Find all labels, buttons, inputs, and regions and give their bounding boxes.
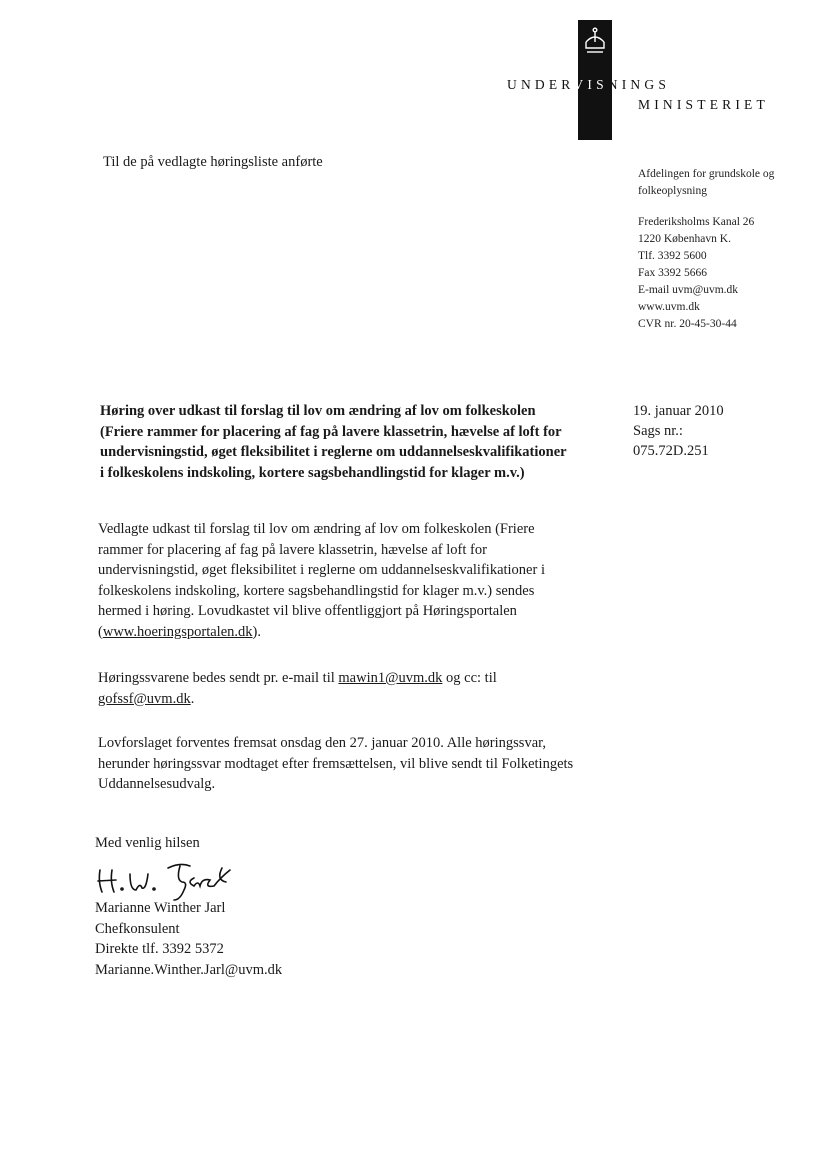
address-line-1: Frederiksholms Kanal 26 [638, 216, 755, 228]
address-line-2: 1220 København K. [638, 233, 731, 245]
website: www.uvm.dk [638, 301, 700, 313]
signer-title: Chefkonsulent [95, 920, 180, 937]
department-name-1: Afdelingen for grundskole og [638, 168, 775, 180]
signer-email: Marianne.Winther.Jarl@uvm.dk [95, 961, 283, 978]
paragraph-3: Lovforslaget forventes fremsat onsdag den 27. januar 2010. Alle høringssvar, herunder høringssvar modtaget efter fremsættelsen, vil blive sendt til Folketingets Uddannelsesudvalg. [98, 735, 574, 792]
case-label: Sags nr.: [633, 423, 683, 439]
logo-text-line2: MINISTERIET [638, 97, 769, 112]
department-info [638, 166, 813, 333]
phone: Tlf. 3392 5600 [638, 250, 707, 262]
paragraph-2: Høringssvarene bedes sendt pr. e-mail til mawin1@uvm.dk og cc: til gofssf@uvm.dk. [98, 670, 497, 707]
crown-icon [582, 26, 608, 60]
cvr-number: CVR nr. 20-45-30-44 [638, 318, 737, 330]
handwritten-signature [90, 856, 250, 902]
email-link-mawin1[interactable]: mawin1@uvm.dk [338, 670, 443, 686]
letter-subject: Høring over udkast til forslag til lov om ændring af lov om folkeskolen (Friere rammer for placering af fag på lavere klassetrin, hævelse af loft for undervisningstid, øget fleksibilitet i reglerne om uddannelseskvalifikationer i folkeskolens indskoling, kortere sagsbehandlingstid for klager m.v.) [100, 403, 567, 481]
logo-text-line1: UNDERVISNINGS [507, 77, 671, 92]
department-name-2: folkeoplysning [638, 185, 707, 197]
fax: Fax 3392 5666 [638, 267, 707, 279]
paragraph-1: Vedlagte udkast til forslag til lov om ændring af lov om folkeskolen (Friere rammer for placering af fag på lavere klassetrin, hævelse af loft for undervisningstid, øget fleksibilitet i reglerne om uddannelseskvalifikationer i folkeskolens indskoling, kortere sagsbehandlingstid for klager m.v.) sendes hermed i høring. Lovudkastet vil blive offentliggjort på Høringsportalen (www.hoeringsportalen.dk). [98, 521, 545, 640]
signer-name: Marianne Winther Jarl [95, 900, 226, 916]
hoeringsportal-link[interactable]: www.hoeringsportalen.dk [102, 623, 253, 640]
email-link-gofssf[interactable]: gofssf@uvm.dk [98, 690, 191, 707]
email: E-mail uvm@uvm.dk [638, 284, 739, 296]
letter-date: 19. januar 2010 [633, 403, 724, 419]
recipient-line: Til de på vedlagte høringsliste anførte [103, 154, 323, 170]
signer-phone: Direkte tlf. 3392 5372 [95, 941, 224, 957]
case-number: 075.72D.251 [633, 443, 709, 459]
signer-block [95, 898, 282, 980]
letter-meta [633, 401, 724, 461]
closing-greeting: Med venlig hilsen [95, 835, 200, 851]
